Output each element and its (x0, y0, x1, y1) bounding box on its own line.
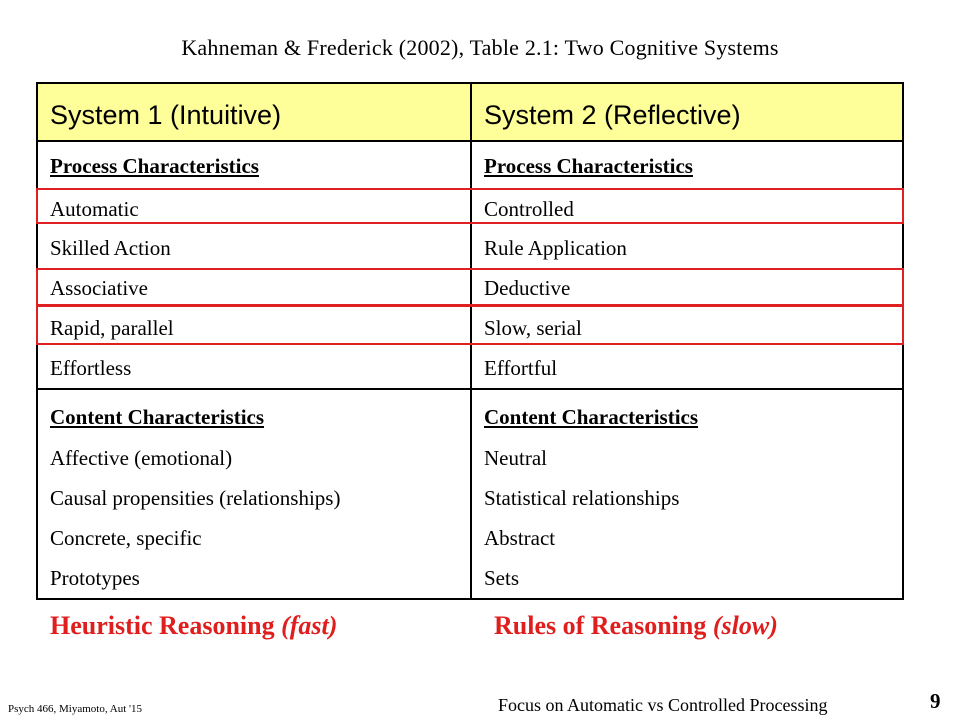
table-cell: Rapid, parallel (50, 316, 174, 340)
table-cell: Automatic (50, 197, 139, 221)
table-cell: Deductive (484, 276, 571, 300)
rules-of-reasoning-label: Rules of Reasoning (slow) (494, 611, 778, 640)
table-cell: Concrete, specific (50, 526, 202, 550)
focus-note: Focus on Automatic vs Controlled Processing (498, 695, 828, 715)
table-cell: Statistical relationships (484, 486, 680, 510)
table-cell: Skilled Action (50, 236, 171, 260)
table-cell: Causal propensities (relationships) (50, 486, 341, 510)
section-divider (38, 388, 902, 390)
course-credit: Psych 466, Miyamoto, Aut '15 (8, 703, 142, 715)
content-heading-right: Content Characteristics (484, 405, 699, 429)
page-number: 9 (930, 689, 941, 713)
table-cell: Slow, serial (484, 316, 582, 340)
table-cell: Neutral (484, 446, 547, 470)
content-heading-left: Content Characteristics (50, 405, 265, 429)
process-heading-right: Process Characteristics (484, 154, 693, 178)
table-cell: Prototypes (50, 566, 140, 590)
table-cell: Rule Application (484, 236, 627, 260)
process-heading-left: Process Characteristics (50, 154, 259, 178)
table-cell: Abstract (484, 526, 556, 550)
header-system-1: System 1 (Intuitive) (50, 100, 282, 130)
table-cell: Effortless (50, 356, 132, 380)
slide-title: Kahneman & Frederick (2002), Table 2.1: Two Cognitive Systems (181, 35, 779, 60)
table-cell: Affective (emotional) (50, 446, 233, 470)
table-cell: Controlled (484, 197, 574, 221)
header-system-2: System 2 (Reflective) (484, 100, 741, 130)
column-divider (470, 84, 472, 598)
table-cell: Associative (50, 276, 148, 300)
table-cell: Sets (484, 566, 520, 590)
table-cell: Effortful (484, 356, 558, 380)
cognitive-systems-table (36, 82, 904, 600)
heuristic-reasoning-label: Heuristic Reasoning (fast) (50, 611, 338, 640)
